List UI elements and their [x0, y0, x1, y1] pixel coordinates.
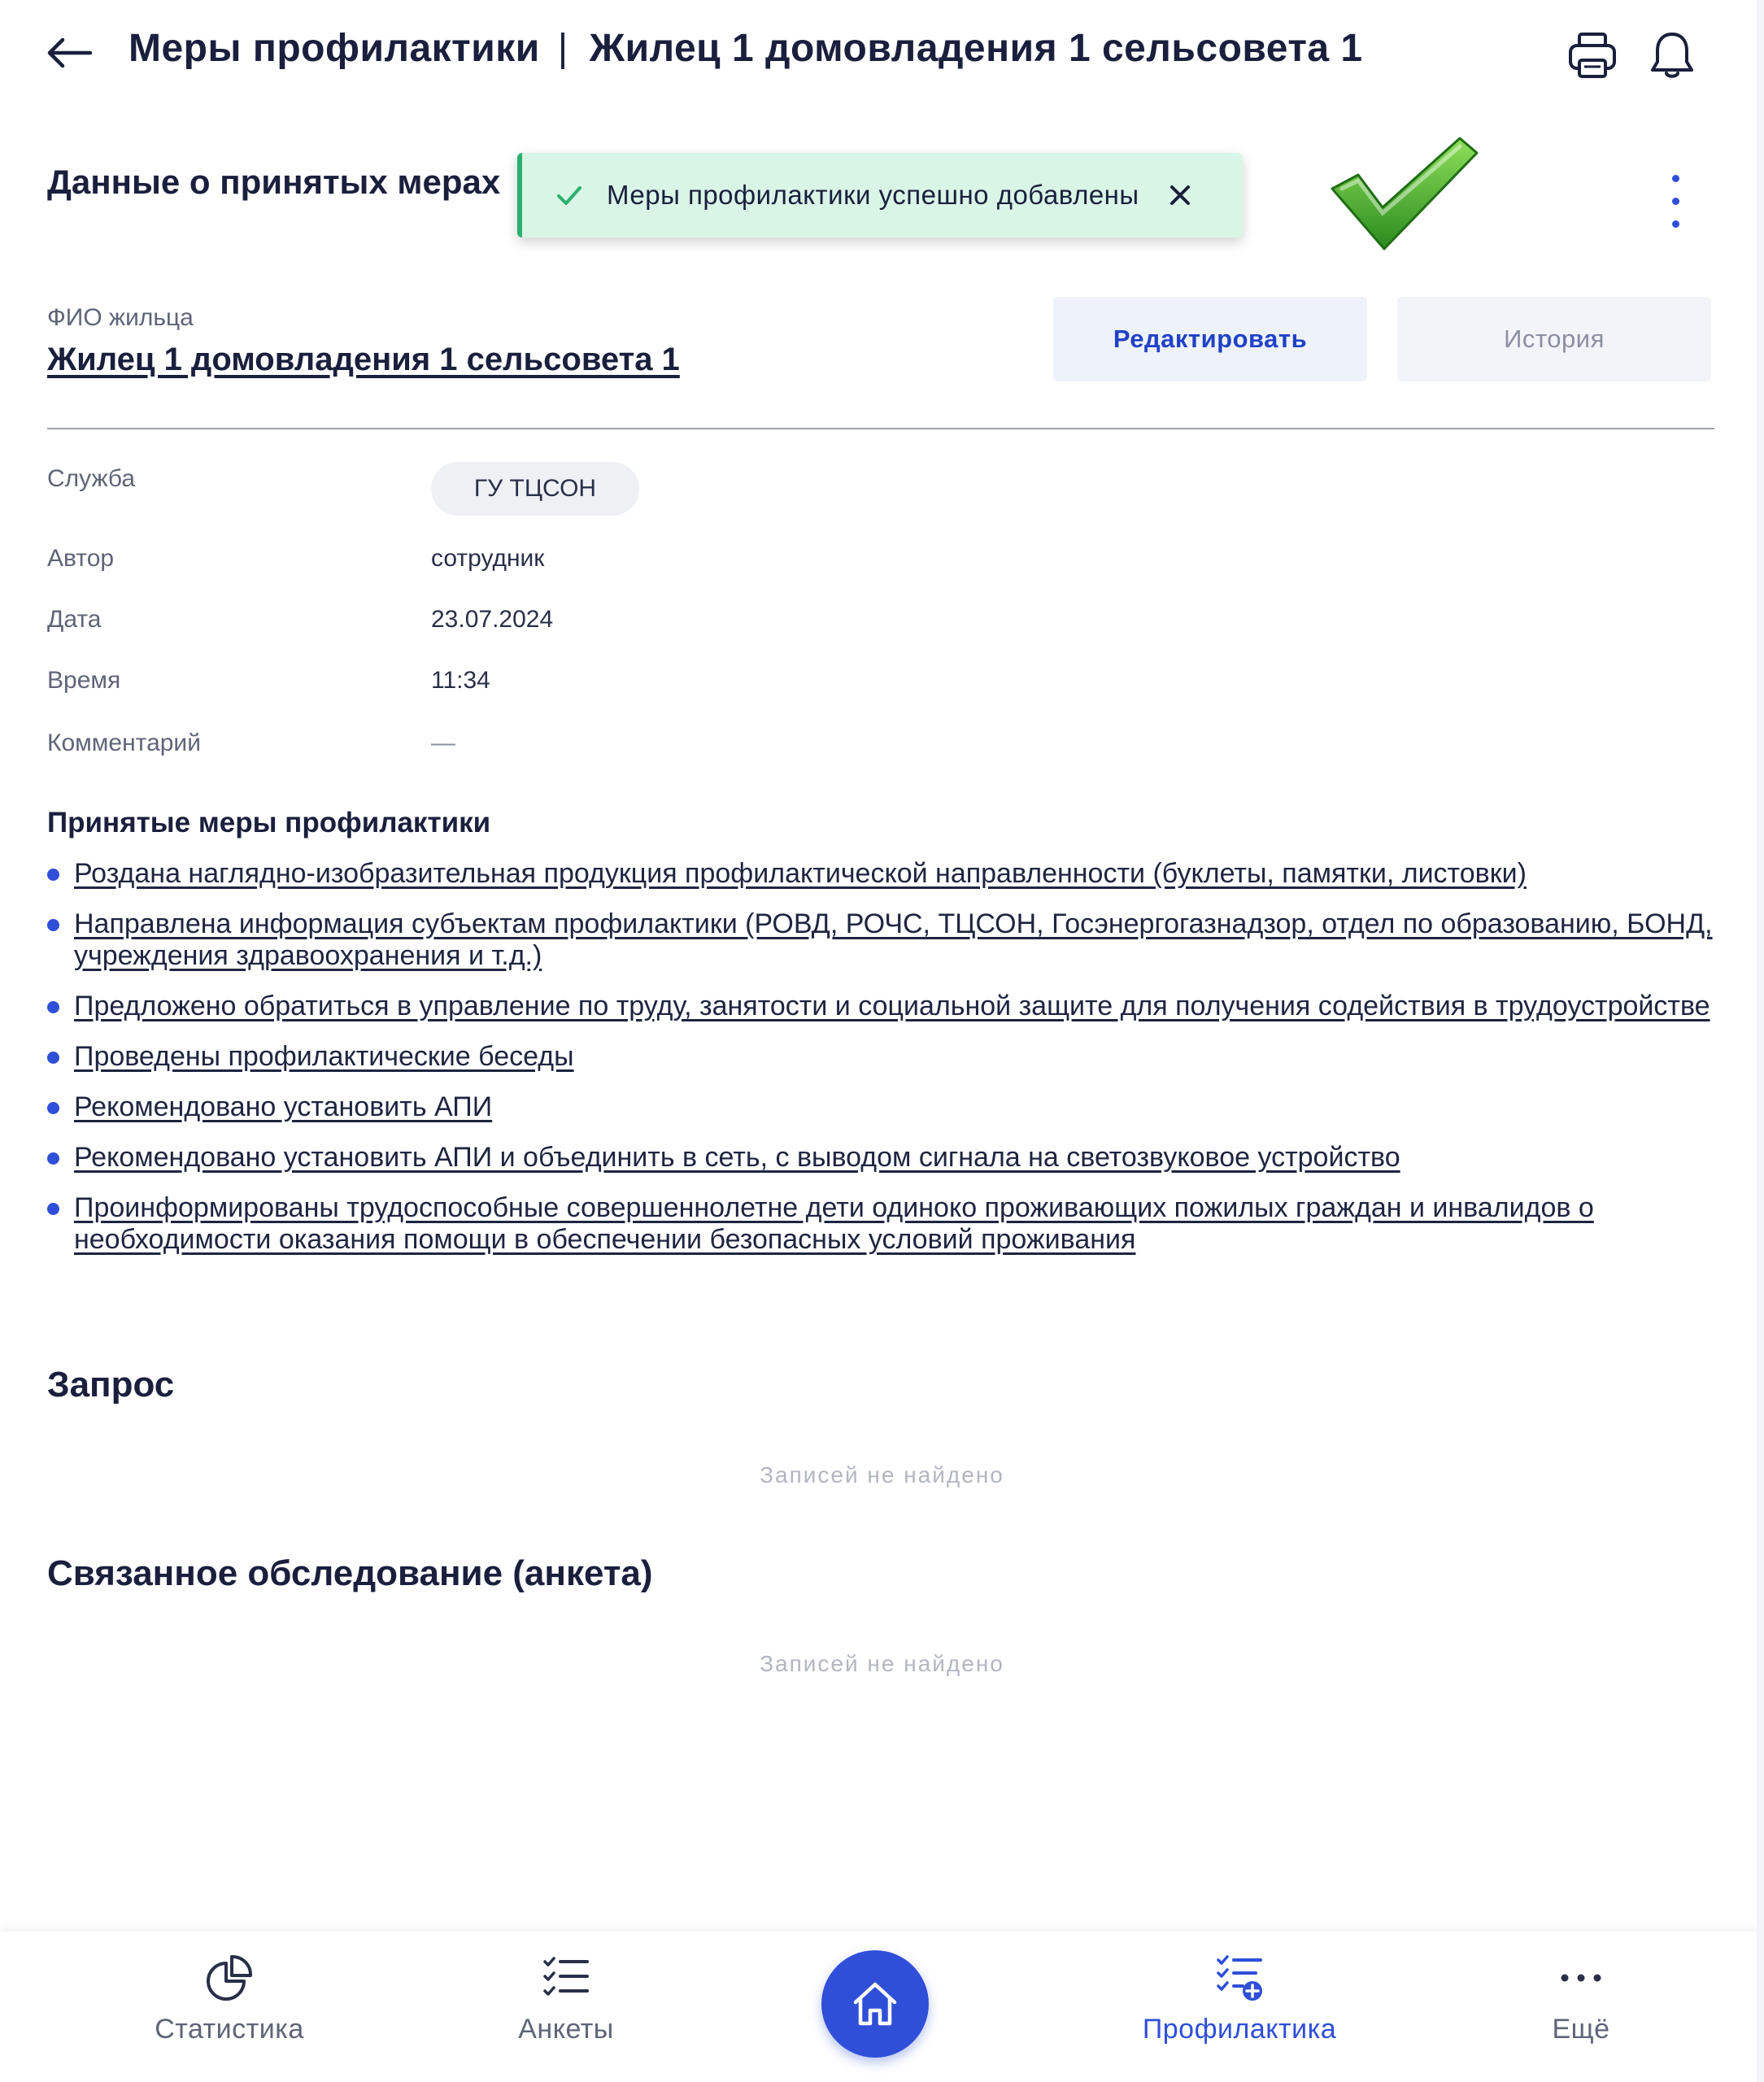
nav-item-more[interactable] — [1459, 1952, 1703, 2066]
toast-message: Меры профилактики успешно добавлены — [607, 180, 1139, 210]
printer-icon — [1566, 29, 1618, 81]
list-item — [47, 1192, 1714, 1256]
nav-label-prevention: Профилактика — [1142, 2014, 1337, 2045]
print-button[interactable] — [1560, 23, 1625, 88]
checklist-icon — [540, 1952, 592, 2004]
section-title: Данные о принятых мерах — [47, 163, 501, 201]
measure-link[interactable]: Предложено обратиться в управление по труду, занятости и социальной защите для получения содействия в трудоустройстве — [74, 991, 1710, 1021]
date-value: 23.07.2024 — [431, 606, 554, 633]
measure-link[interactable]: Рекомендовано установить АПИ — [74, 1091, 493, 1122]
measure-link[interactable]: Направлена информация субъектам профилактики (РОВД, РОЧС, ТЦСОН, Госэнергогазнадзор, отдел по образованию, БОНД, учреждения здравоохранения и т.д.) — [74, 908, 1713, 971]
author-label: Автор — [47, 545, 115, 572]
nav-label-surveys: Анкеты — [518, 2014, 614, 2045]
scrollbar[interactable] — [1757, 0, 1764, 2082]
success-toast — [517, 153, 1243, 237]
pie-chart-icon — [203, 1952, 255, 2004]
nav-label-more: Ещё — [1552, 2014, 1610, 2045]
nav-label-statistics: Статистика — [155, 2014, 304, 2045]
page-title — [128, 26, 1363, 71]
survey-empty-state: Записей не найдено — [760, 1651, 1004, 1676]
resident-label: ФИО жильца — [47, 304, 194, 331]
home-icon — [849, 1978, 901, 2030]
date-label: Дата — [47, 606, 102, 633]
kebab-dot-icon — [1672, 198, 1679, 205]
more-menu-button[interactable] — [1655, 175, 1696, 228]
nav-item-statistics[interactable] — [107, 1952, 351, 2066]
home-button[interactable] — [821, 1950, 929, 2058]
list-item — [47, 1142, 1714, 1174]
checklist-add-icon — [1213, 1952, 1265, 2004]
title-separator: | — [557, 27, 568, 70]
time-value: 11:34 — [431, 667, 490, 694]
edit-button[interactable]: Редактировать — [1053, 297, 1367, 381]
list-item — [47, 991, 1714, 1022]
arrow-left-icon — [45, 37, 94, 69]
list-item — [47, 1091, 1714, 1123]
survey-title: Связанное обследование (анкета) — [47, 1553, 653, 1593]
measures-title: Принятые меры профилактики — [47, 807, 491, 838]
service-chip: ГУ ТЦСОН — [431, 462, 639, 516]
nav-item-prevention[interactable] — [1117, 1952, 1361, 2066]
history-button[interactable]: История — [1397, 297, 1711, 381]
divider — [47, 428, 1714, 429]
author-value: сотрудник — [431, 545, 545, 572]
measure-link[interactable]: Роздана наглядно-изобразительная продукция профилактической направленности (буклеты, памятки, листовки) — [74, 858, 1527, 889]
success-checkmark-icon — [1318, 130, 1480, 252]
notifications-button[interactable] — [1640, 23, 1705, 88]
measures-list — [47, 858, 1714, 1274]
page-title-resident: Жилец 1 домовладения 1 сельсовета 1 — [589, 27, 1363, 70]
request-title: Запрос — [47, 1365, 175, 1405]
comment-label: Комментарий — [47, 730, 201, 756]
list-item — [47, 858, 1714, 890]
service-label: Служба — [47, 465, 136, 492]
close-icon — [1168, 183, 1192, 207]
back-button[interactable] — [41, 24, 98, 81]
list-item — [47, 1041, 1714, 1073]
measure-link[interactable]: Проведены профилактические беседы — [74, 1041, 574, 1072]
toast-close-button[interactable] — [1162, 177, 1198, 213]
bell-icon — [1646, 29, 1698, 81]
nav-item-surveys[interactable] — [444, 1952, 688, 2066]
comment-value: — — [431, 730, 455, 756]
kebab-dot-icon — [1672, 220, 1679, 228]
list-item — [47, 908, 1714, 972]
more-icon — [1555, 1952, 1607, 2004]
measure-link[interactable]: Проинформированы трудоспособные совершеннолетне дети одиноко проживающих пожилых граждан и инвалидов о необходимости оказания помощи в обеспечении безопасных условий проживания — [74, 1192, 1594, 1255]
measure-link[interactable]: Рекомендовано установить АПИ и объединить в сеть, с выводом сигнала на светозвуковое устройство — [74, 1142, 1400, 1173]
resident-name-link[interactable]: Жилец 1 домовладения 1 сельсовета 1 — [47, 342, 680, 377]
kebab-dot-icon — [1672, 175, 1679, 182]
request-empty-state: Записей не найдено — [760, 1462, 1004, 1487]
time-label: Время — [47, 667, 121, 694]
check-icon — [553, 179, 586, 211]
page-title-main: Меры профилактики — [128, 27, 540, 70]
